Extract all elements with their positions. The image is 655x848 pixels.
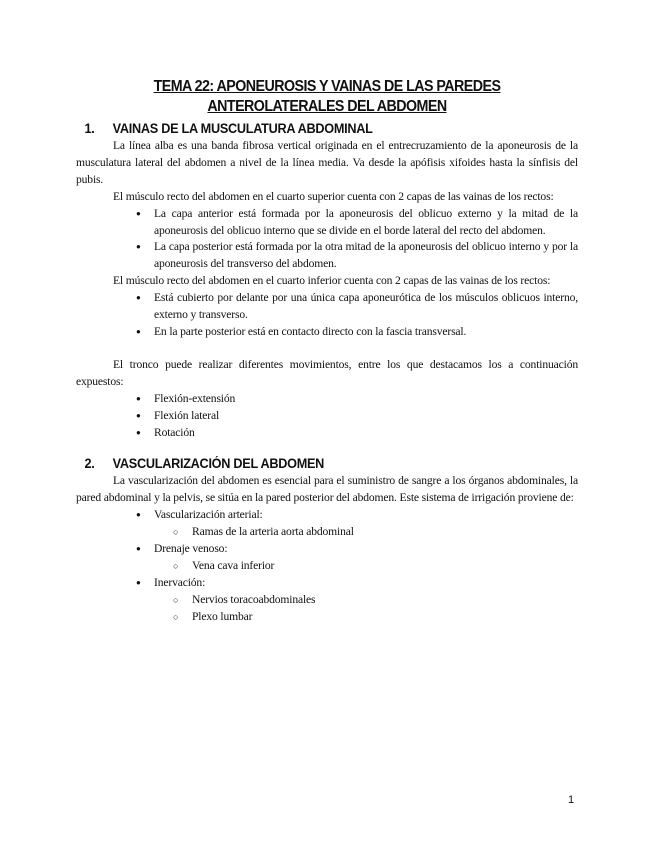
sub-list-item: ○ Plexo lumbar — [76, 609, 578, 626]
list-item: ● En la parte posterior está en contacto directo con la fascia transversal. — [76, 324, 578, 341]
document-title: TEMA 22: APONEUROSIS Y VAINAS DE LAS PAREDES ANTEROLATERALES DEL ABDOMEN — [153, 78, 501, 115]
paragraph: La línea alba es una banda fibrosa vertical originada en el entrecruzamiento de la aponeurosis de la musculatura lateral del abdomen a nivel de la línea media. Va desde la apófisis xifoides hasta la sínfisis del pubis. — [76, 139, 578, 186]
list-item: ● Está cubierto por delante por una única capa aponeurótica de los músculos oblicuos interno, externo y transverso. — [76, 290, 578, 324]
bullet-list — [76, 507, 578, 625]
section-title: VAINAS DE LA MUSCULATURA ABDOMINAL — [112, 121, 373, 136]
list-item: ● Inervación: — [76, 575, 578, 592]
sub-list-item: ○ Ramas de la arteria aorta abdominal — [76, 524, 578, 541]
section-title: VASCULARIZACIÓN DEL ABDOMEN — [112, 456, 325, 472]
bullet-list — [76, 290, 578, 341]
list-item: ● Vascularización arterial: — [76, 507, 578, 524]
bullet-list — [76, 206, 578, 274]
document-page — [76, 77, 578, 626]
section-heading-2 — [76, 455, 548, 473]
list-item: ● Flexión-extensión — [76, 391, 578, 408]
list-item: ● La capa anterior está formada por la aponeurosis del oblicuo externo y la mitad de la aponeurosis del oblicuo interno que se divide en el borde lateral del recto del abdomen. — [76, 206, 578, 240]
section-number: 2. — [84, 456, 95, 472]
page-number: 1 — [568, 794, 575, 806]
sub-list-item: ○ Nervios toracoabdominales — [76, 592, 578, 609]
paragraph: La vascularización del abdomen es esencial para el suministro de sangre a los órganos abdominales, la pared abdominal y la pelvis, se sitúa en la pared posterior del abdomen. Este sistema de irrigación proviene de: — [76, 474, 578, 505]
list-item: ● Rotación — [76, 425, 578, 442]
bullet-list — [76, 391, 578, 442]
list-item: ● Drenaje venoso: — [76, 541, 578, 558]
list-item: ● La capa posterior está formada por la otra mitad de la aponeurosis del oblicuo interno y por la aponeurosis del transverso del abdomen. — [76, 239, 578, 273]
section-heading-1 — [76, 120, 548, 138]
sub-list-item: ○ Vena cava inferior — [76, 558, 578, 575]
paragraph: El músculo recto del abdomen en el cuarto inferior cuenta con 2 capas de las vainas de los rectos: — [113, 274, 551, 288]
section-number: 1. — [84, 121, 95, 136]
list-item: ● Flexión lateral — [76, 408, 578, 425]
paragraph: El músculo recto del abdomen en el cuarto superior cuenta con 2 capas de las vainas de los rectos: — [113, 189, 554, 203]
paragraph: El tronco puede realizar diferentes movimientos, entre los que destacamos los a continuación expuestos: — [76, 357, 578, 388]
